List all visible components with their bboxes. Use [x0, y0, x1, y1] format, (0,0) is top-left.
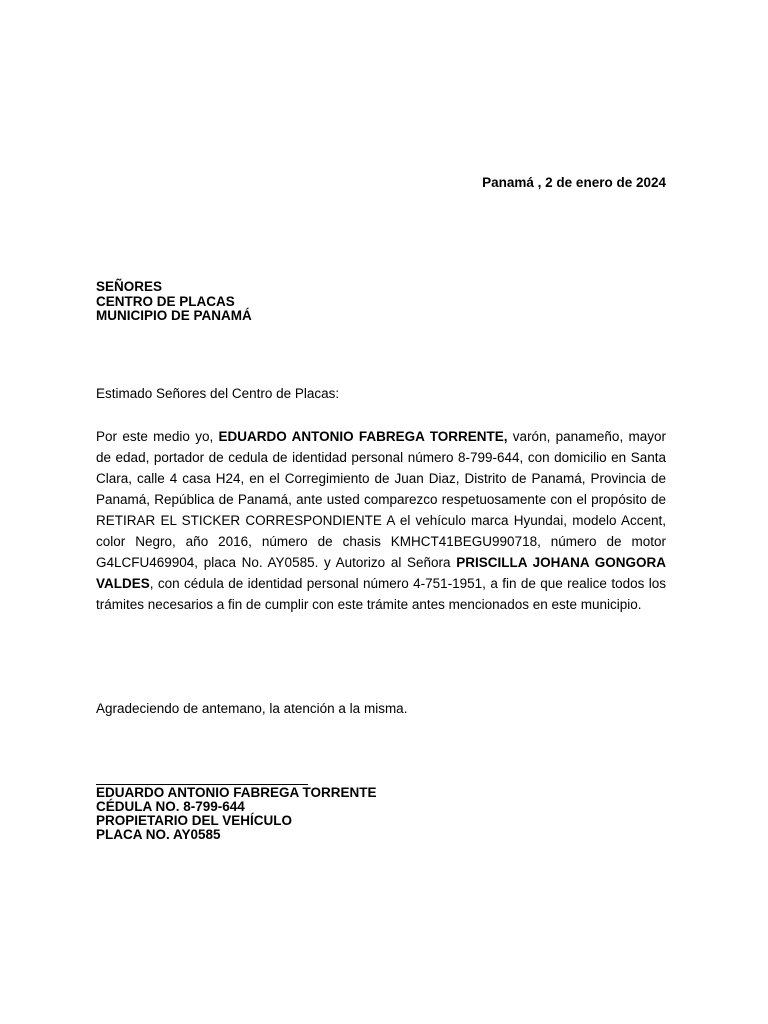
signature-plate: [96, 828, 377, 842]
letter-body: [96, 426, 666, 615]
recipient-line-3: MUNICIPIO DE PANAMÁ: [96, 308, 252, 323]
recipient-block: [96, 280, 252, 324]
signature-plate-value: AY0585: [173, 827, 221, 842]
letter-greeting: Estimado Señores del Centro de Placas:: [96, 386, 340, 401]
letter-closing: Agradeciendo de antemano, la atención a la misma.: [96, 701, 408, 716]
body-end: , con cédula de identidad personal número 4-751-1951, a fin de que realice todos los trámites necesarios a fin de cumplir con este trámite antes mencionados en este municipio.: [96, 576, 666, 612]
body-middle: varón, panameño, mayor de edad, portador de cedula de identidad personal número 8-799-644, con domicilio en Santa Clara, calle 4 casa H24, en el Corregimiento de Juan Diaz, Distrito de Panamá, Provincia de Panamá, República de Panamá, ante usted comparezco respetuosamente con el propósito de RETIRAR EL STICKER CORRESPONDIENTE A el vehículo marca Hyundai, modelo Accent, color Negro, año 2016, número de chasis KMHCT41BEGU990718, número de motor G4LCFU469904, placa No. AY0585. y Autorizo al Señora: [96, 429, 667, 570]
letter-page: [96, 0, 666, 1024]
owner-name: EDUARDO ANTONIO FABREGA TORRENTE,: [218, 429, 508, 444]
body-intro: Por este medio yo,: [96, 429, 219, 444]
signature-block: [96, 786, 377, 842]
signature-plate-label: PLACA NO.: [96, 827, 173, 842]
signature-role: PROPIETARIO DEL VEHÍCULO: [96, 813, 293, 828]
recipient-line-1: SEÑORES: [96, 279, 163, 294]
authorized-name: PRISCILLA JOHANA GONGORA VALDES: [96, 555, 666, 591]
letter-date: Panamá , 2 de enero de 2024: [482, 175, 666, 190]
signature-name: EDUARDO ANTONIO FABREGA TORRENTE: [96, 785, 377, 800]
recipient-line-2: CENTRO DE PLACAS: [96, 293, 235, 309]
signature-id: CÉDULA NO. 8-799-644: [96, 799, 245, 814]
